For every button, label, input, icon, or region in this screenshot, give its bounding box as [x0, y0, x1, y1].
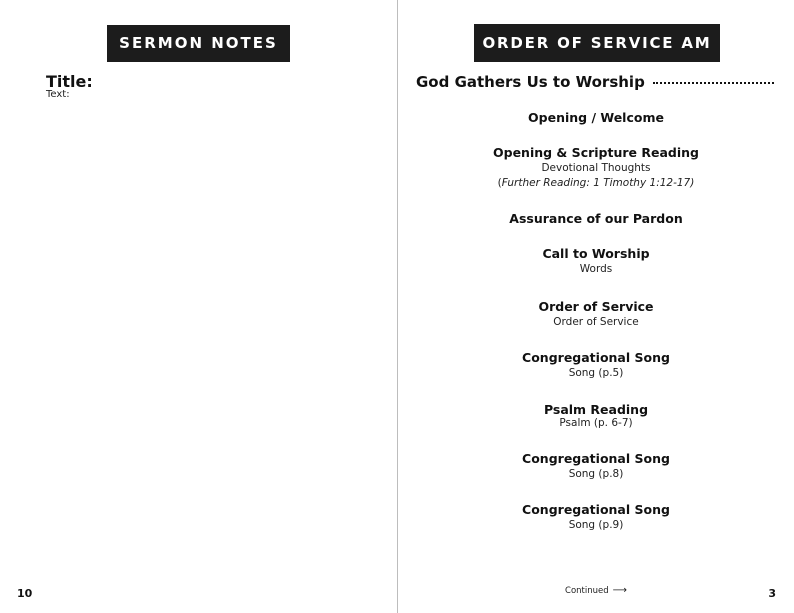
order-of-service-banner: ORDER OF SERVICE AM — [474, 24, 720, 62]
title-label: Title: — [46, 72, 93, 91]
service-item-subtitle: Song (p.5) — [568, 367, 624, 379]
service-item-subtitle: Song (p.9) — [568, 519, 624, 531]
service-item-title: Order of Service — [538, 299, 654, 314]
service-item — [398, 502, 794, 533]
sermon-notes-banner: SERMON NOTES — [107, 25, 290, 62]
page-number-right: 3 — [768, 587, 776, 600]
service-item-subtitle: Song (p.8) — [568, 468, 624, 480]
service-item-subtitle: Words — [579, 263, 613, 275]
service-item-title: Call to Worship — [542, 246, 650, 261]
service-item — [398, 350, 794, 381]
right-page — [398, 0, 794, 613]
service-item-title: Congregational Song — [522, 451, 670, 466]
service-item-subtitle: Devotional Thoughts — [541, 162, 651, 174]
service-item-subtitle: Psalm (p. 6-7) — [559, 417, 633, 429]
service-item — [398, 246, 794, 277]
service-item — [398, 451, 794, 482]
section-heading — [416, 72, 774, 92]
service-item-title: Opening & Scripture Reading — [493, 145, 699, 160]
service-item — [398, 145, 794, 191]
continued-indicator — [398, 585, 794, 596]
service-item-title: Opening / Welcome — [528, 110, 664, 125]
note-open-paren: ( — [497, 177, 502, 189]
text-label: Text: — [46, 89, 70, 100]
service-item-subtitle: Order of Service — [553, 316, 639, 328]
service-item — [398, 211, 794, 227]
section-heading-text: God Gathers Us to Worship — [416, 73, 645, 91]
dotted-leader-rule — [653, 82, 774, 84]
service-item-title: Congregational Song — [522, 502, 670, 517]
service-item-title: Congregational Song — [522, 350, 670, 365]
service-item-title: Assurance of our Pardon — [509, 211, 683, 226]
service-item — [398, 402, 794, 429]
arrow-right-icon: ⟶ — [612, 585, 627, 596]
service-item — [398, 299, 794, 330]
continued-label: Continued — [565, 586, 609, 596]
service-item — [398, 110, 794, 126]
service-item-title: Psalm Reading — [543, 402, 649, 417]
note-text: Further Reading: 1 Timothy 1:12-17) — [501, 177, 695, 189]
service-item-note — [398, 176, 794, 191]
page-number-left: 10 — [17, 587, 33, 600]
